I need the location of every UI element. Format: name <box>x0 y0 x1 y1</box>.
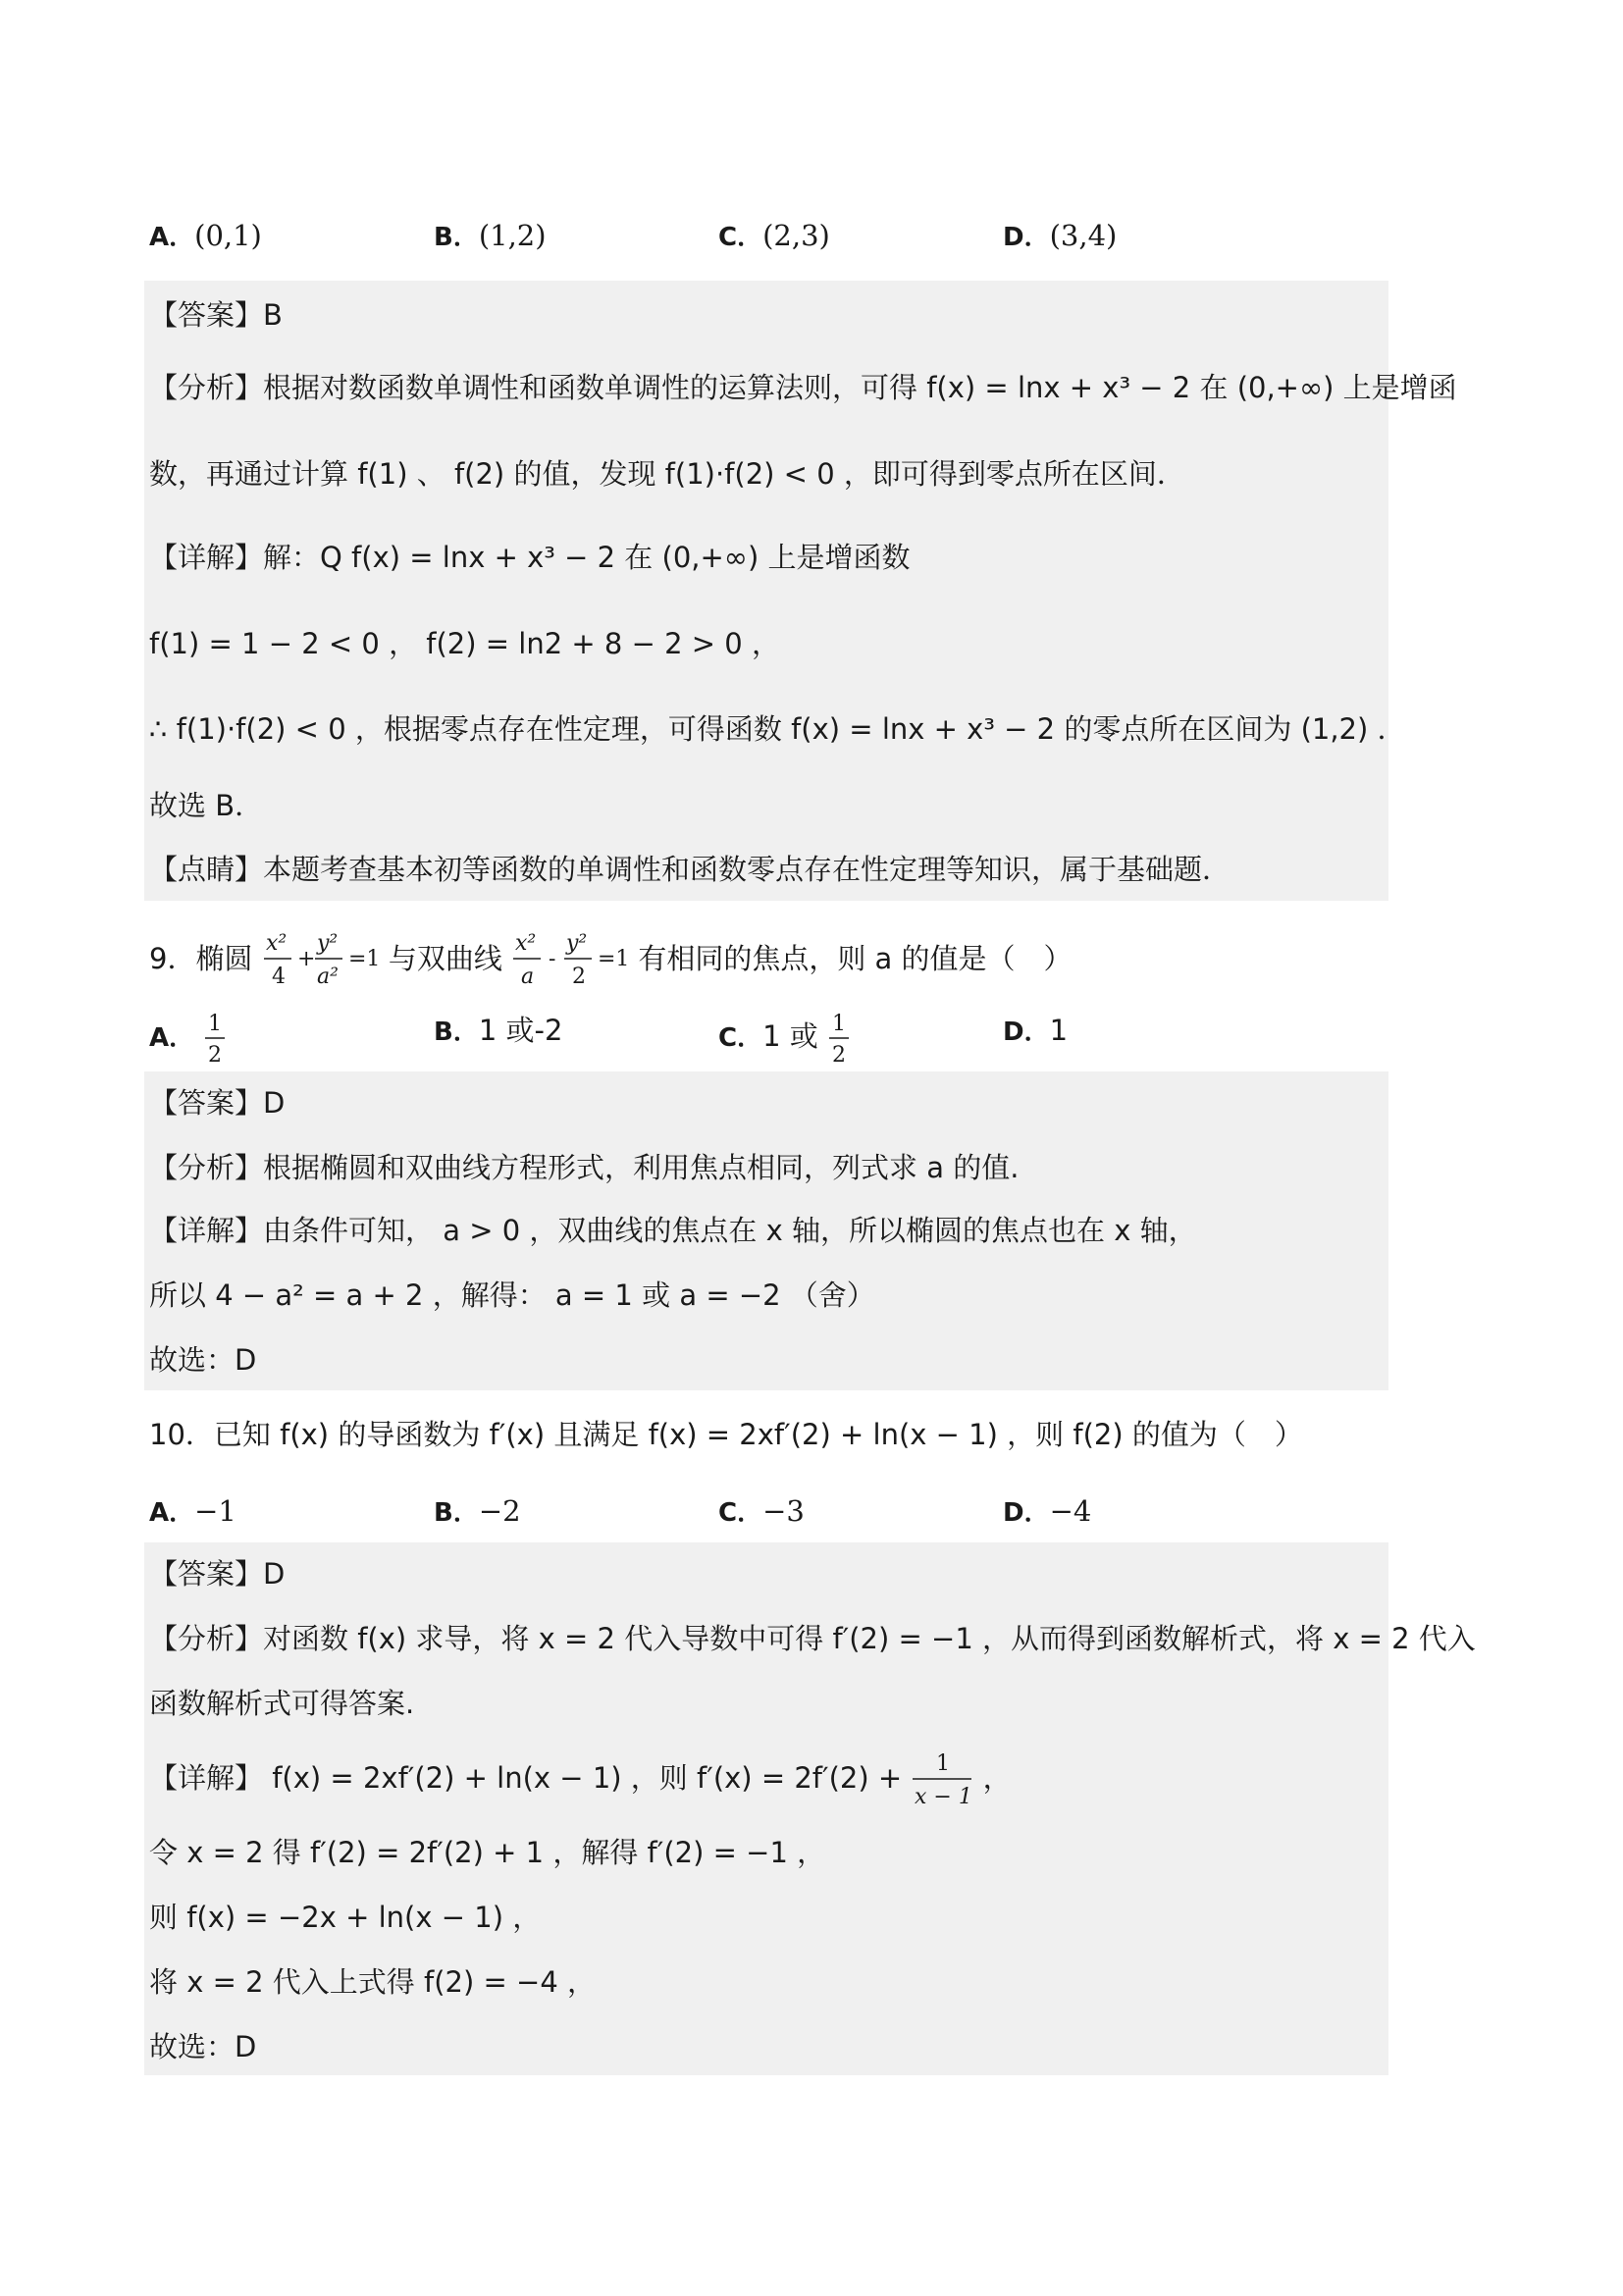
q9-detail-line-2: 所以 4 − a² = a + 2 ，解得： a = 1 或 a = −2 （舍） <box>149 1278 875 1312</box>
svg-text:+: + <box>296 947 316 971</box>
q10-option-a[interactable]: A．−1 <box>149 1494 236 1528</box>
svg-text:x²: x² <box>265 931 287 956</box>
q8-analysis-line-1: 【分析】根据对数函数单调性和函数单调性的运算法则，可得 f(x) = lnx + x³ − 2 在 (0,+∞) 上是增函 <box>149 371 1457 404</box>
svg-text:2: 2 <box>572 965 587 989</box>
q9-stem: 9．椭圆 x² 4 + y² a² =1 与双曲线 x² a - y² 2 =1 有相同的焦点，则 a 的值是（ ） <box>149 926 1073 995</box>
q9-detail-line-1: 【详解】由条件可知， a > 0 ，双曲线的焦点在 x 轴，所以椭圆的焦点也在 x 轴， <box>149 1214 1197 1247</box>
q8-option-d[interactable]: D．(3,4) <box>1003 219 1118 252</box>
svg-text:x − 1: x − 1 <box>915 1785 973 1809</box>
q10-detail-line-1: 【详解】 f(x) = 2xf′(2) + ln(x − 1) ，则 f′(x) = 2f′(2) + 1 x − 1 ， <box>149 1748 1012 1811</box>
q9-hyperbola-equation <box>511 926 629 995</box>
q8-options <box>149 214 1425 257</box>
svg-text:1: 1 <box>936 1751 951 1776</box>
q10-answer: 【答案】D <box>149 1557 286 1591</box>
q9-option-a[interactable]: A． 1 2 <box>149 1009 227 1068</box>
q10-option-c[interactable]: C．−3 <box>718 1494 805 1528</box>
q9-option-c[interactable]: C．1 或 1 2 <box>718 1009 851 1068</box>
svg-text:=1: =1 <box>347 947 380 971</box>
q10-option-b[interactable]: B．−2 <box>434 1494 521 1528</box>
q8-detail-line-3: ∴ f(1)·f(2) < 0 ，根据零点存在性定理，可得函数 f(x) = lnx + x³ − 2 的零点所在区间为 (1,2) ． <box>149 712 1406 746</box>
q9-option-c-fraction <box>827 1009 851 1068</box>
svg-text:4: 4 <box>271 965 286 989</box>
q10-analysis-line-2: 函数解析式可得答案. <box>149 1687 415 1720</box>
svg-text:a: a <box>521 965 535 989</box>
svg-text:y²: y² <box>316 931 338 956</box>
q10-choose: 故选：D <box>149 2030 257 2063</box>
svg-text:1: 1 <box>831 1012 846 1036</box>
q10-stem: 10．已知 f(x) 的导函数为 f′(x) 且满足 f(x) = 2xf′(2) + ln(x − 1) ，则 f(2) 的值为（ ） <box>149 1418 1303 1451</box>
svg-text:x²: x² <box>515 931 537 956</box>
q8-option-b[interactable]: B．(1,2) <box>434 219 547 252</box>
q8-detail-line-2: f(1) = 1 − 2 < 0 ， f(2) = ln2 + 8 − 2 > 0 ， <box>149 627 780 660</box>
q8-detail-line-1: 【详解】解：Q f(x) = lnx + x³ − 2 在 (0,+∞) 上是增函数 <box>149 541 911 574</box>
q10-detail-line-4: 将 x = 2 代入上式得 f(2) = −4 ， <box>149 1965 596 1999</box>
q8-answer: 【答案】B <box>149 298 283 332</box>
q10-detail-line-3: 则 f(x) = −2x + ln(x − 1) ， <box>149 1901 542 1934</box>
q9-options <box>149 1009 1425 1068</box>
q10-analysis-line-1: 【分析】对函数 f(x) 求导，将 x = 2 代入导数中可得 f′(2) = −1 ，从而得到函数解析式，将 x = 2 代入 <box>149 1622 1476 1655</box>
svg-text:1: 1 <box>208 1012 223 1036</box>
svg-text:2: 2 <box>831 1043 846 1068</box>
q9-option-a-fraction <box>203 1009 227 1068</box>
q10-option-d[interactable]: D．−4 <box>1003 1494 1092 1528</box>
svg-text:2: 2 <box>208 1043 223 1068</box>
svg-text:-: - <box>549 947 556 971</box>
svg-text:y²: y² <box>566 931 588 956</box>
svg-text:a²: a² <box>316 965 339 989</box>
q9-choose: 故选：D <box>149 1343 257 1377</box>
svg-text:=1: =1 <box>598 947 630 971</box>
q8-comment: 【点睛】本题考查基本初等函数的单调性和函数零点存在性定理等知识，属于基础题． <box>149 853 1231 886</box>
q10-detail-fraction <box>911 1748 973 1811</box>
q8-analysis-line-2: 数，再通过计算 f(1) 、 f(2) 的值，发现 f(1)·f(2) < 0 ，即可得到零点所在区间． <box>149 457 1185 491</box>
q9-answer: 【答案】D <box>149 1086 286 1120</box>
q8-option-c[interactable]: C．(2,3) <box>718 219 830 252</box>
q8-option-a[interactable]: A．(0,1) <box>149 219 262 252</box>
q9-option-b[interactable]: B．1 或-2 <box>434 1014 563 1047</box>
q9-ellipse-equation <box>262 926 380 995</box>
q9-analysis: 【分析】根据椭圆和双曲线方程形式，利用焦点相同，列式求 a 的值. <box>149 1151 1020 1184</box>
q10-detail-line-2: 令 x = 2 得 f′(2) = 2f′(2) + 1 ，解得 f′(2) = −1 ， <box>149 1836 826 1869</box>
q10-options <box>149 1489 1425 1533</box>
q9-option-d[interactable]: D．1 <box>1003 1014 1069 1047</box>
q8-choose: 故选 B． <box>149 789 264 822</box>
